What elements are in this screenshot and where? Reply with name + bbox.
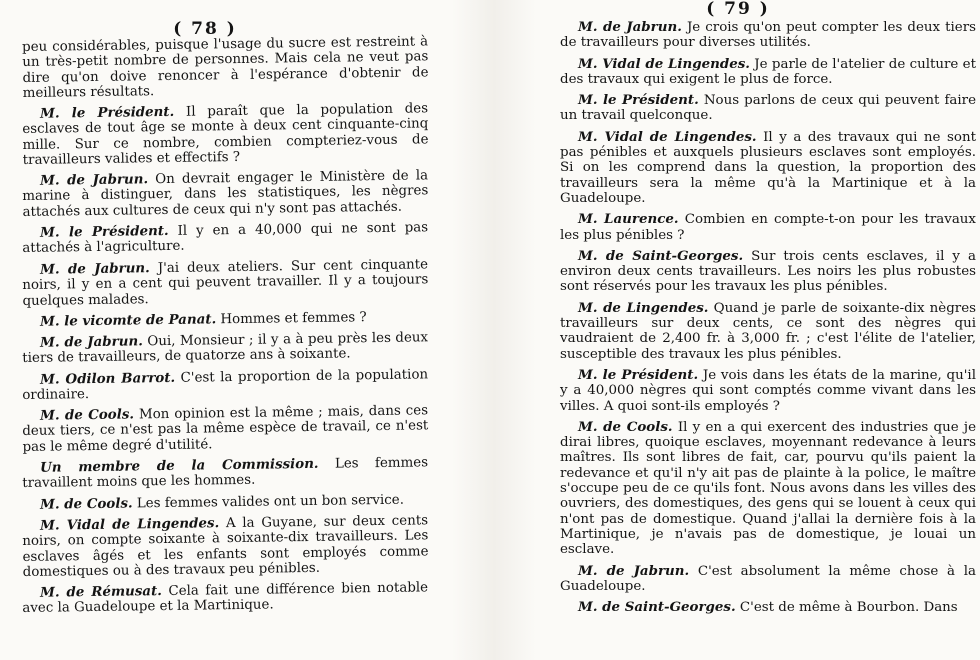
speaker-name: M. de Lingendes. (578, 299, 709, 316)
paragraph (22, 34, 429, 101)
paragraph (22, 221, 428, 257)
paragraph (560, 57, 976, 88)
paragraph-text: Il y en a 40,000 qui ne sont pas attachés à l'agriculture. (22, 220, 429, 257)
paragraph (560, 600, 976, 615)
speaker-name: M. Odilon Barrot. (39, 369, 176, 388)
speaker-name: M. de Cools. (39, 406, 135, 424)
paragraph (560, 420, 976, 558)
paragraph-text: Nous parlons de ceux qui peuvent faire un travail quelconque. (560, 93, 976, 124)
paragraph (22, 513, 429, 580)
paragraph-text: J'ai deux ateliers. Sur cent cinquante noirs, il y en a cent qui peuvent travailler. Il y a toujours quelques malades. (22, 257, 429, 309)
paragraph (560, 93, 976, 124)
speaker-name: M. le Président. (39, 223, 169, 242)
paragraph-text: Il y en a qui exercent des industries que je dirai libres, quoique esclaves, moyennant redevance à leurs maîtres. Ils sont libres de fait, car, pourvu qu'ils paient la redevance et qu'il n'y ait pas de plainte à la police, le maître s'occupe peu de ce qu'ils font. Nous avons dans les villes des ouvriers, des domestiques, des gens qui se louent à ceux qui n'ont pas de domestique. Quand j'allai la dernière fois à la Martinique, je n'avais pas de domestique, je louai un esclave. (560, 419, 977, 558)
paragraph (22, 581, 428, 617)
paragraph (22, 257, 429, 309)
paragraph-text: C'est absolument la même chose à la Guadeloupe. (560, 563, 976, 594)
paragraph (560, 20, 976, 51)
speaker-name: M. le Président. (39, 104, 175, 122)
speaker-name: M. Vidal de Lingendes. (578, 128, 757, 145)
right-page (536, 0, 980, 660)
paragraph-text: Sur trois cents esclaves, il y a environ deux cents travailleurs. Les noirs les plus robustes sont réservés pour les travaux les plus pénibles. (560, 248, 976, 295)
speaker-name: M. de Jabrun. (39, 333, 143, 351)
speaker-name: M. de Saint-Georges. (578, 599, 736, 616)
paragraph-text: Je vois dans les états de la marine, qu'il y a 40,000 nègres qui sont comptés comme vivant dans les villes. A quoi sont-ils employés ? (560, 367, 976, 414)
paragraph-text: Cela fait une différence bien notable avec la Guadeloupe et la Martinique. (22, 580, 429, 617)
paragraph (22, 367, 428, 403)
speaker-name: M. le Président. (578, 366, 699, 383)
paragraph (22, 330, 428, 366)
speaker-name: M. Vidal de Lingendes. (39, 515, 220, 534)
speaker-name: M. le vicomte de Panat. (39, 311, 217, 330)
speaker-name: M. le Président. (578, 92, 699, 109)
left-page (0, 0, 452, 660)
paragraph-text: Les femmes travaillent moins que les hommes. (22, 455, 429, 492)
right-page-text (560, 20, 976, 615)
paragraph (560, 301, 976, 362)
paragraph-text: Il y a des travaux qui ne sont pas pénibles et auxquels plusieurs esclaves sont employés. Si on les comprend dans la question, la proportion des travailleurs sera la même qu'à la Martinique et à la Guadeloupe. (560, 129, 976, 206)
speaker-name: M. de Jabrun. (39, 171, 149, 190)
speaker-name: M. de Jabrun. (578, 19, 682, 35)
paragraph (560, 564, 976, 595)
paragraph-text: peu considérables, puisque l'usage du sucre est restreint à un très-petit nombre de personnes. Mais cela ne veut pas dire qu'on doive renoncer à l'espérance d'obtenir de meilleurs résultats. (22, 34, 429, 101)
speaker-name: M. de Jabrun. (578, 562, 690, 579)
paragraph-text: Il paraît que la population des esclaves de tout âge se monte à deux cent cinquante-cinq mille. Sur ce nombre, combien compteriez-vous de travailleurs valides et effectifs ? (22, 101, 429, 169)
paragraph (560, 249, 976, 295)
paragraph-text: A la Guyane, sur deux cents noirs, on compte soixante à soixante-dix travailleurs. Les esclaves âgés et les enfants sont employés comme domestiques ou à des travaux peu pénibles. (22, 513, 429, 580)
paragraph-text: C'est la proportion de la population ordinaire. (22, 366, 429, 403)
paragraph-text: Les femmes valides ont un bon service. (136, 492, 405, 512)
paragraph-text: Combien en compte-t-on pour les travaux les plus pénibles ? (560, 212, 976, 243)
paragraph (22, 309, 428, 330)
paragraph (22, 455, 428, 491)
book-gutter (452, 0, 536, 660)
speaker-name: M. Vidal de Lingendes. (578, 55, 750, 72)
paragraph (560, 130, 976, 206)
left-page-text (22, 34, 429, 617)
paragraph-text: Je crois qu'on peut compter les deux tiers de travailleurs pour diverses utilités. (560, 20, 976, 51)
paragraph-text: Oui, Monsieur ; il y a à peu près les deux tiers de travailleurs, de quatorze ans à soixante. (22, 330, 429, 367)
speaker-name: M. de Cools. (39, 495, 133, 513)
paragraph-text: On devrait engager le Ministère de la marine à distinguer, dans les statistiques, les nègres attachés aux cultures de ceux qui n'y sont pas attachés. (22, 168, 429, 220)
page-number-left: ( 78 ) (173, 19, 237, 39)
paragraph (22, 169, 429, 221)
paragraph (22, 404, 429, 456)
speaker-name: M. Laurence. (578, 211, 679, 228)
paragraph-text: C'est de même à Bourbon. Dans (739, 600, 958, 616)
paragraph-text: Mon opinion est la même ; mais, dans ces deux tiers, ce n'est pas la même espèce de travail, ce n'est pas le même degré d'utilité. (22, 403, 429, 455)
page-number-right: ( 79 ) (706, 0, 770, 19)
speaker-name: M. de Rémusat. (39, 583, 163, 601)
paragraph (560, 212, 976, 243)
speaker-name: M. de Jabrun. (39, 260, 150, 278)
speaker-name: M. de Saint-Georges. (578, 247, 744, 264)
speaker-name: M. de Cools. (578, 418, 673, 435)
paragraph-text: Je parle de l'atelier de culture et des travaux qui exigent le plus de force. (560, 56, 976, 87)
paragraph (22, 102, 429, 169)
paragraph-text: Quand je parle de soixante-dix nègres travailleurs sur deux cents, ce sont des nègres qui vaudraient de 2,400 fr. à 3,000 fr. ; c'est l'élite de l'atelier, susceptible des travaux les plus pénibles. (560, 300, 977, 362)
paragraph (560, 368, 976, 414)
paragraph (22, 492, 428, 513)
paragraph-text: Hommes et femmes ? (220, 309, 367, 327)
speaker-name: Un membre de la Commission. (39, 455, 319, 476)
